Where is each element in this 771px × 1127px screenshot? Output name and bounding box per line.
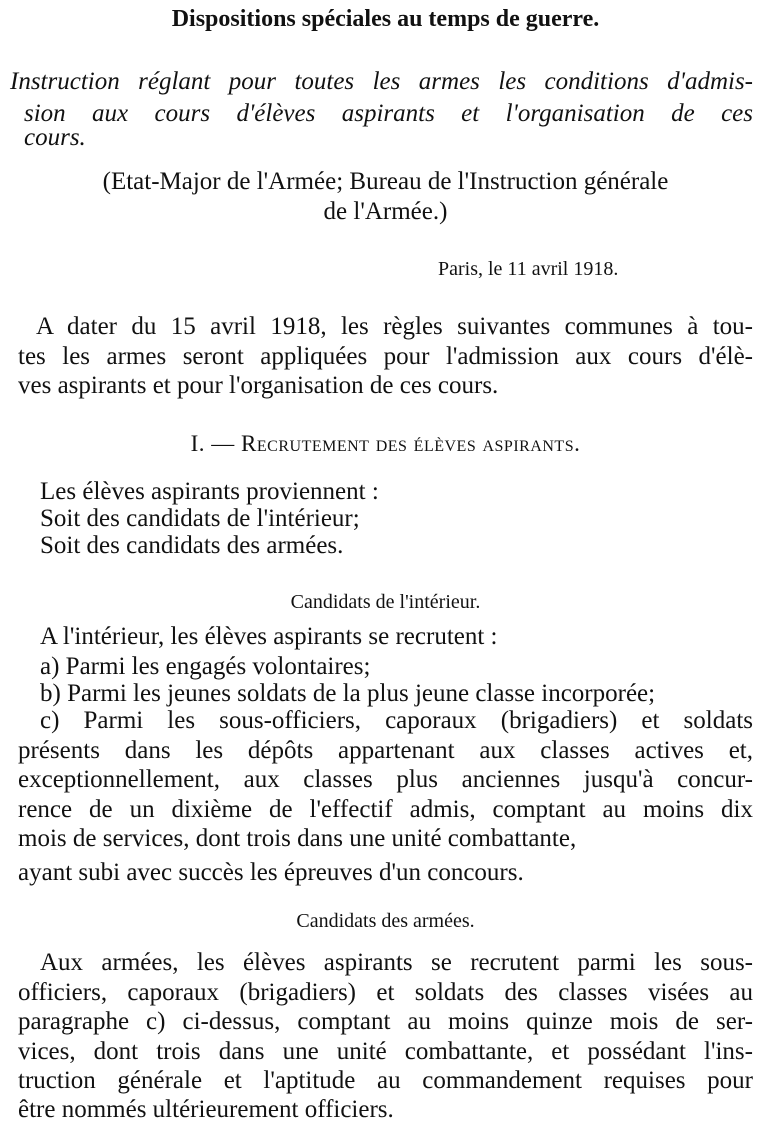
section1-line-1: Les élèves aspirants proviennent : [40,478,379,505]
armees-line-4: vices, dont trois dans une unité combattante, et possédant l'ins- [18,1038,753,1065]
interieur-line-3: b) Parmi les jeunes soldats de la plus jeune classe incorporée; [40,680,656,707]
armees-line-5: truction générale et l'aptitude au commandement requises pour [18,1067,753,1094]
instruction-line-2: sion aux cours d'élèves aspirants et l'organisation de ces [24,100,753,127]
armees-line-3: paragraphe c) ci-dessus, comptant au moins quinze mois de ser- [18,1008,753,1035]
intro-line-1: A dater du 15 avril 1918, les règles suivantes communes à tou- [36,313,753,340]
section-heading-recrutement: I. — Recrutement des élèves aspirants. [190,431,581,456]
armees-line-1: Aux armées, les élèves aspirants se recrutent parmi les sous- [40,949,753,976]
interieur-line-9: ayant subi avec succès les épreuves d'un concours. [18,859,524,886]
heading-candidats-interieur: Candidats de l'intérieur. [290,591,481,613]
source-line-2: de l'Armée.) [323,198,448,225]
intro-line-2: tes les armes seront appliquées pour l'admission aux cours d'élè- [18,343,753,370]
instruction-line-1: Instruction réglant pour toutes les armes les conditions d'admis- [10,68,753,95]
heading-candidats-armees: Candidats des armées. [296,910,475,932]
document-title: Dispositions spéciales au temps de guerre. [171,6,600,32]
interieur-line-8: mois de services, dont trois dans une unité combattante, [18,825,577,852]
interieur-line-2: a) Parmi les engagés volontaires; [40,653,371,680]
intro-line-3: ves aspirants et pour l'organisation de ces cours. [18,372,499,399]
instruction-line-3: cours. [24,124,86,151]
armees-line-2: officiers, caporaux (brigadiers) et soldats des classes visées au [18,979,753,1006]
section1-line-2: Soit des candidats de l'intérieur; [40,505,360,532]
interieur-line-4: c) Parmi les sous-officiers, caporaux (brigadiers) et soldats [40,707,753,734]
interieur-line-6: exceptionnellement, aux classes plus anciennes jusqu'à concur- [18,766,753,793]
armees-line-6: être nommés ultérieurement officiers. [18,1096,394,1123]
interieur-line-7: rence de un dixième de l'effectif admis, comptant au moins dix [18,796,753,823]
section1-line-3: Soit des candidats des armées. [40,532,344,559]
source-line-1: (Etat-Major de l'Armée; Bureau de l'Instruction générale [102,168,669,195]
dateline: Paris, le 11 avril 1918. [438,258,619,280]
interieur-line-1: A l'intérieur, les élèves aspirants se recrutent : [40,623,498,650]
interieur-line-5: présents dans les dépôts appartenant aux classes actives et, [18,737,753,764]
